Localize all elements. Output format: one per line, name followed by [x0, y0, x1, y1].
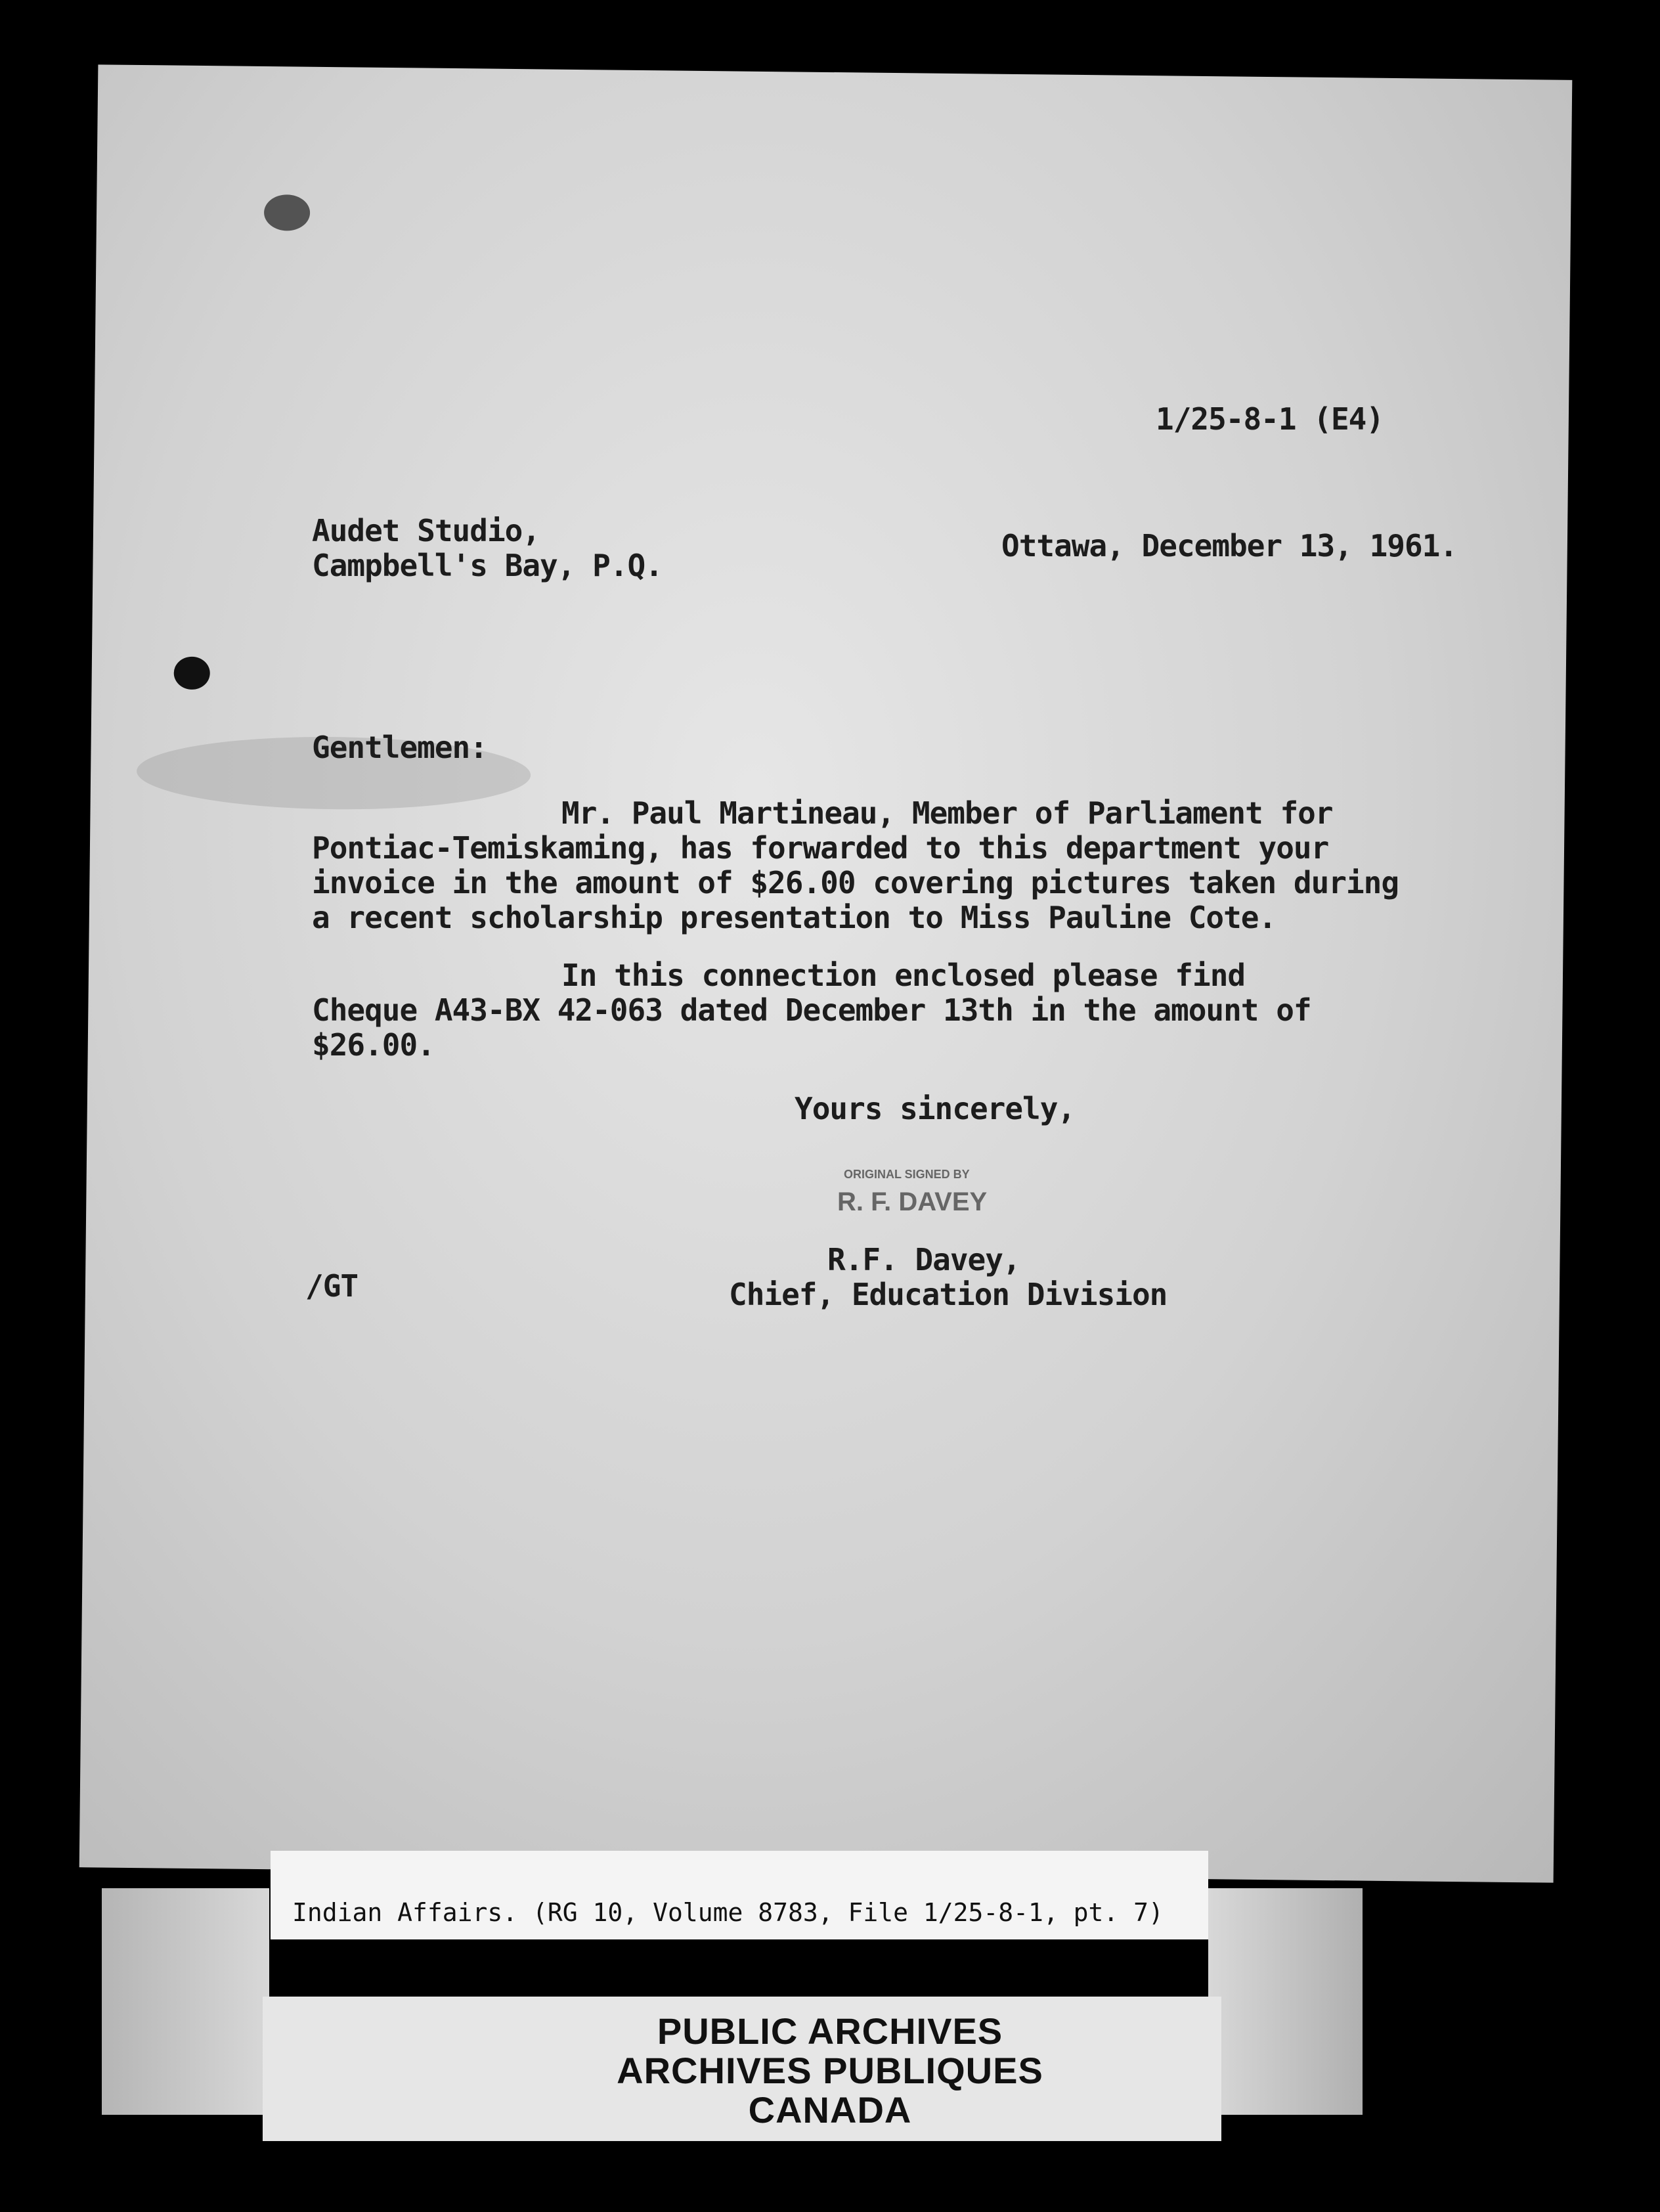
archives-line-1: PUBLIC ARCHIVES	[657, 2010, 1003, 2052]
recipient-line-2: Campbell's Bay, P.Q.	[312, 548, 663, 583]
signer-name: R.F. Davey,	[827, 1242, 1020, 1277]
paragraph-1-line-3: invoice in the amount of $26.00 covering pictures taken during	[312, 865, 1399, 900]
archives-line-2: ARCHIVES PUBLIQUES	[617, 2050, 1043, 2091]
hole-punch-mark	[173, 657, 210, 690]
paragraph-1-line-1: Mr. Paul Martineau, Member of Parliament for	[561, 795, 1333, 831]
citation-text: Indian Affairs. (RG 10, Volume 8783, File 1/25-8-1, pt. 7)	[292, 1898, 1164, 1927]
paragraph-1-line-2: Pontiac-Temiskaming, has forwarded to this department your	[312, 830, 1329, 866]
closing: Yours sincerely,	[795, 1091, 1076, 1126]
file-reference: 1/25-8-1 (E4)	[1156, 401, 1384, 437]
ink-smudge	[264, 194, 311, 231]
archives-line-3: CANADA	[748, 2089, 912, 2131]
place-date: Ottawa, December 13, 1961.	[1001, 528, 1458, 564]
paragraph-2-line-1: In this connection enclosed please find	[561, 958, 1246, 993]
paragraph-2-line-2: Cheque A43-BX 42-063 dated December 13th in the amount of	[312, 992, 1311, 1028]
signer-title: Chief, Education Division	[729, 1277, 1168, 1312]
salutation: Gentlemen:	[312, 730, 487, 765]
recipient-line-1: Audet Studio,	[312, 513, 540, 548]
signature-stamp-line-1: ORIGINAL SIGNED BY	[844, 1168, 970, 1181]
signature-stamp-line-2: R. F. DAVEY	[837, 1187, 988, 1216]
paragraph-2-line-3: $26.00.	[312, 1027, 435, 1063]
typist-initials: /GT	[305, 1268, 359, 1304]
paragraph-1-line-4: a recent scholarship presentation to Miss Pauline Cote.	[312, 900, 1277, 935]
